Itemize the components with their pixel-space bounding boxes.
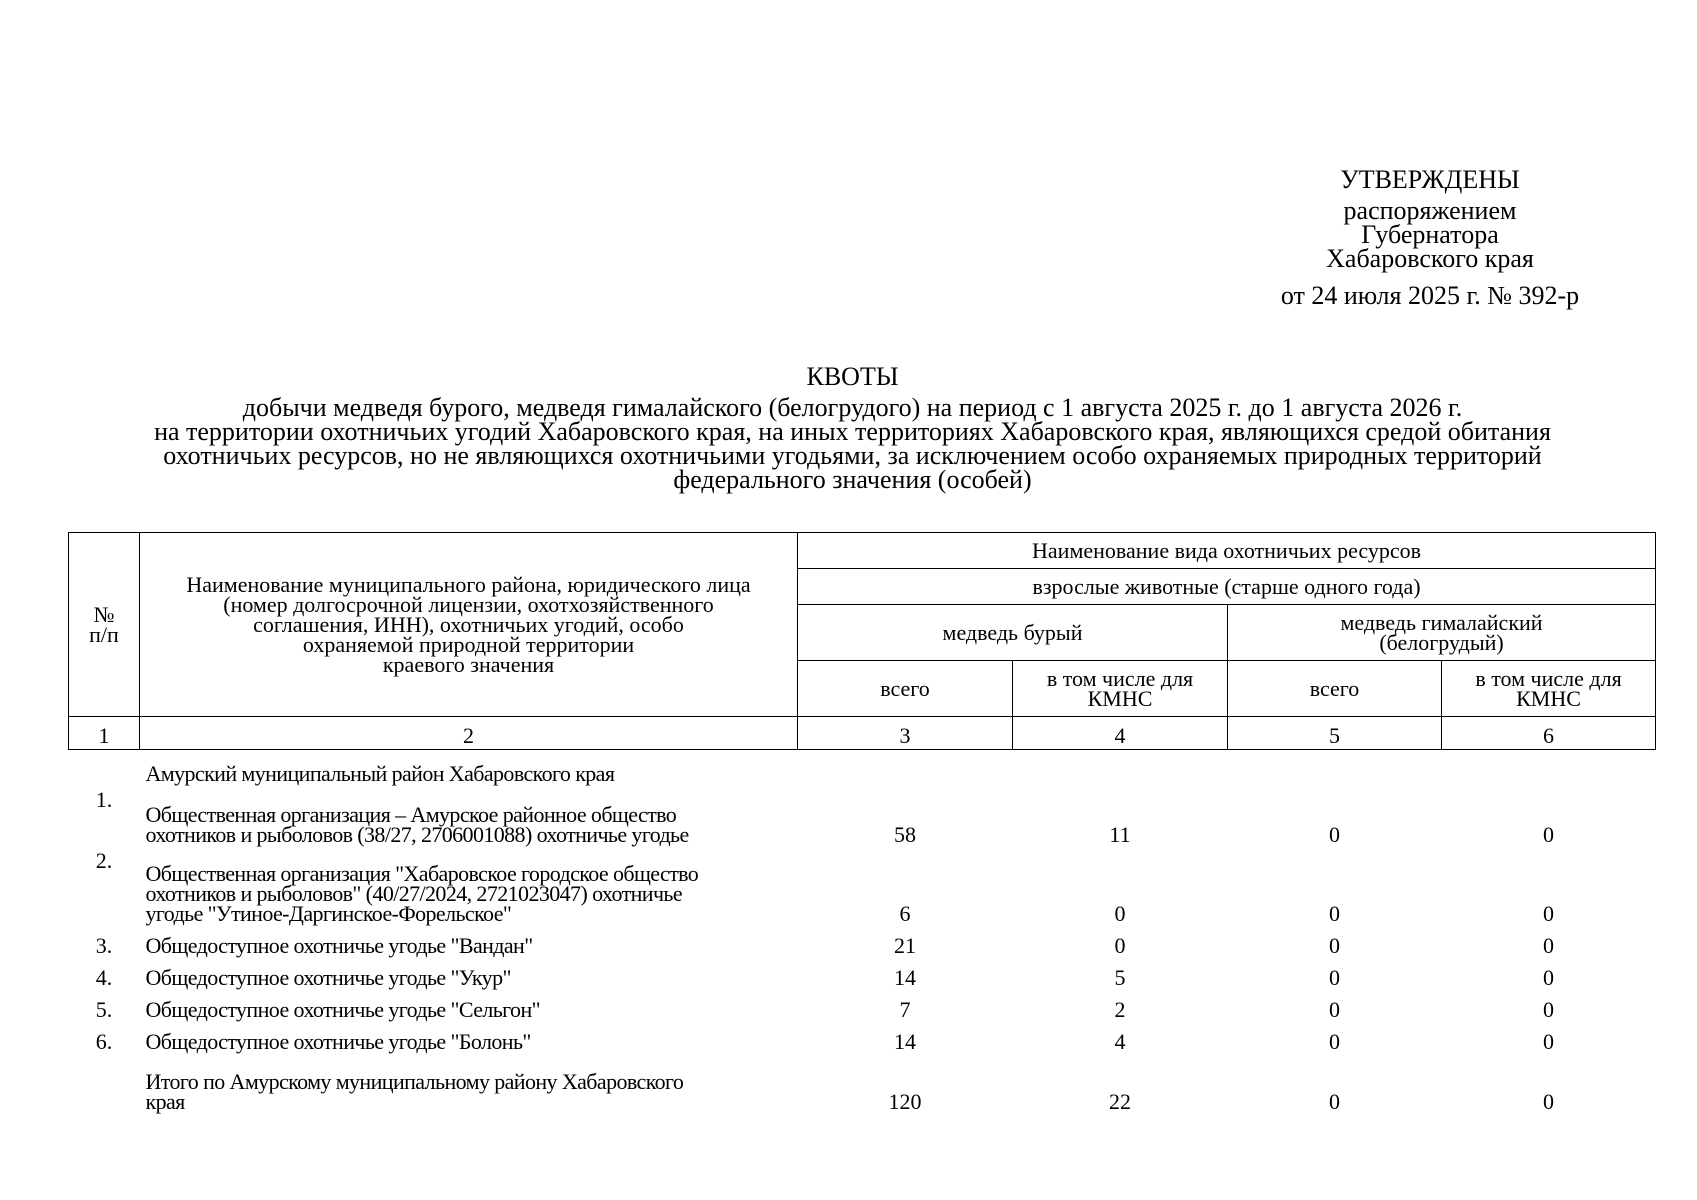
approval-authority <box>1240 196 1620 273</box>
cell-brown-kmns: 5 <box>1114 965 1126 990</box>
table-row <box>69 988 1656 1020</box>
header-adult-animals: взрослые животные (старше одного года) <box>798 569 1656 605</box>
column-number: 6 <box>1442 717 1656 750</box>
cell-brown-total: 6 <box>899 901 911 926</box>
cell-brown-kmns: 2 <box>1114 997 1126 1022</box>
total-label: Итого по Амурскому муниципальному району Хабаровского края <box>145 1069 684 1114</box>
header-number: № п/п <box>69 533 140 717</box>
cell-brown-kmns: 0 <box>1114 901 1126 926</box>
header-himalayan-bear: медведь гималайский (белогрудый) <box>1228 605 1656 661</box>
cell-brown-kmns: 11 <box>1109 822 1131 847</box>
column-number: 2 <box>140 717 798 750</box>
approval-line: распоряжением <box>1343 196 1517 225</box>
cell-himalayan-total: 0 <box>1329 1029 1340 1054</box>
cell-himalayan-kmns: 0 <box>1543 933 1555 958</box>
approval-stamp <box>1240 163 1620 313</box>
table-row <box>69 1020 1656 1052</box>
column-number: 4 <box>1013 717 1228 750</box>
column-number-row <box>69 717 1656 750</box>
table-row <box>69 924 1656 956</box>
cell-himalayan-total: 0 <box>1329 901 1340 926</box>
cell-himalayan-total: 0 <box>1329 822 1340 847</box>
header-himalayan-total: всего <box>1228 661 1442 717</box>
approval-line: Губернатора <box>1361 220 1499 249</box>
document-subtitle: добычи медведя бурого, медведя гималайского (белогрудого) на период с 1 августа 2025 г. до 1 августа 2026 г. на территории охотничьих угодий Хабаровского края, на иных территориях Хабаровского края, являющихся средой обитания охотничьих ресурсов, но не являющихся охотничьими угодьями, за исключением особо охраняемых природных территорий федерального значения (особей) <box>154 393 1551 494</box>
header-resource-type: Наименование вида охотничьих ресурсов <box>798 533 1656 569</box>
group-row <box>69 750 1656 785</box>
row-name: Общедоступное охотничье угодье "Сельгон" <box>145 997 541 1022</box>
approval-line: Хабаровского края <box>1326 244 1534 273</box>
total-brown-total: 120 <box>888 1089 922 1114</box>
cell-brown-total: 21 <box>894 933 916 958</box>
row-name: Общественная организация – Амурское районное общество охотников и рыболовов (38/27, 2706001088) охотничье угодье <box>145 802 689 847</box>
approval-date: от 24 июля 2025 г. № 392-р <box>1280 281 1580 310</box>
cell-brown-total: 14 <box>894 1029 916 1054</box>
cell-himalayan-kmns: 0 <box>1543 901 1555 926</box>
cell-brown-total: 58 <box>894 822 916 847</box>
cell-brown-total: 14 <box>894 965 916 990</box>
cell-brown-kmns: 4 <box>1114 1029 1126 1054</box>
column-number: 5 <box>1228 717 1442 750</box>
cell-himalayan-kmns: 0 <box>1543 997 1555 1022</box>
header-himalayan-kmns: в том числе для КМНС <box>1442 661 1656 717</box>
row-name: Общедоступное охотничье угодье "Болонь" <box>145 1029 531 1054</box>
table-row <box>69 845 1656 924</box>
row-number: 1. <box>95 787 113 812</box>
column-number: 1 <box>69 717 140 750</box>
cell-himalayan-kmns: 0 <box>1543 1029 1555 1054</box>
group-label: Амурский муниципальный район Хабаровского края <box>145 761 615 786</box>
table-row <box>69 956 1656 988</box>
row-number: 4. <box>95 965 113 990</box>
row-name: Общедоступное охотничье угодье "Укур" <box>145 965 511 990</box>
header-brown-kmns: в том числе для КМНС <box>1013 661 1228 717</box>
cell-brown-kmns: 0 <box>1114 933 1126 958</box>
quota-table <box>68 532 1656 1112</box>
row-name: Общественная организация "Хабаровское городское общество охотников и рыболовов" (40/27/2024, 2721023047) охотничье угодье "Утиное-Даргинское-Форельское" <box>145 861 699 926</box>
document-title: КВОТЫ <box>806 362 899 391</box>
cell-himalayan-total: 0 <box>1329 933 1340 958</box>
row-number: 3. <box>95 933 113 958</box>
header-brown-total: всего <box>798 661 1013 717</box>
document-heading <box>60 360 1645 492</box>
cell-himalayan-kmns: 0 <box>1543 965 1555 990</box>
row-number: 6. <box>95 1029 113 1054</box>
header-brown-bear: медведь бурый <box>798 605 1228 661</box>
row-name: Общедоступное охотничье угодье "Вандан" <box>145 933 533 958</box>
total-row <box>69 1052 1656 1112</box>
cell-himalayan-total: 0 <box>1329 997 1340 1022</box>
total-brown-kmns: 22 <box>1109 1089 1131 1114</box>
row-number: 5. <box>95 997 113 1022</box>
cell-brown-total: 7 <box>899 997 911 1022</box>
row-number: 2. <box>95 848 113 873</box>
cell-himalayan-kmns: 0 <box>1543 822 1555 847</box>
total-himalayan-kmns: 0 <box>1543 1089 1555 1114</box>
cell-himalayan-total: 0 <box>1329 965 1340 990</box>
approval-title: УТВЕРЖДЕНЫ <box>1340 165 1520 194</box>
header-name: Наименование муниципального района, юридического лица (номер долгосрочной лицензии, охотхозяйственного соглашения, ИНН), охотничьих угодий, особо охраняемой природной территории краевого значения <box>140 533 798 717</box>
column-number: 3 <box>798 717 1013 750</box>
total-himalayan-total: 0 <box>1329 1089 1340 1114</box>
table-row <box>69 784 1656 845</box>
